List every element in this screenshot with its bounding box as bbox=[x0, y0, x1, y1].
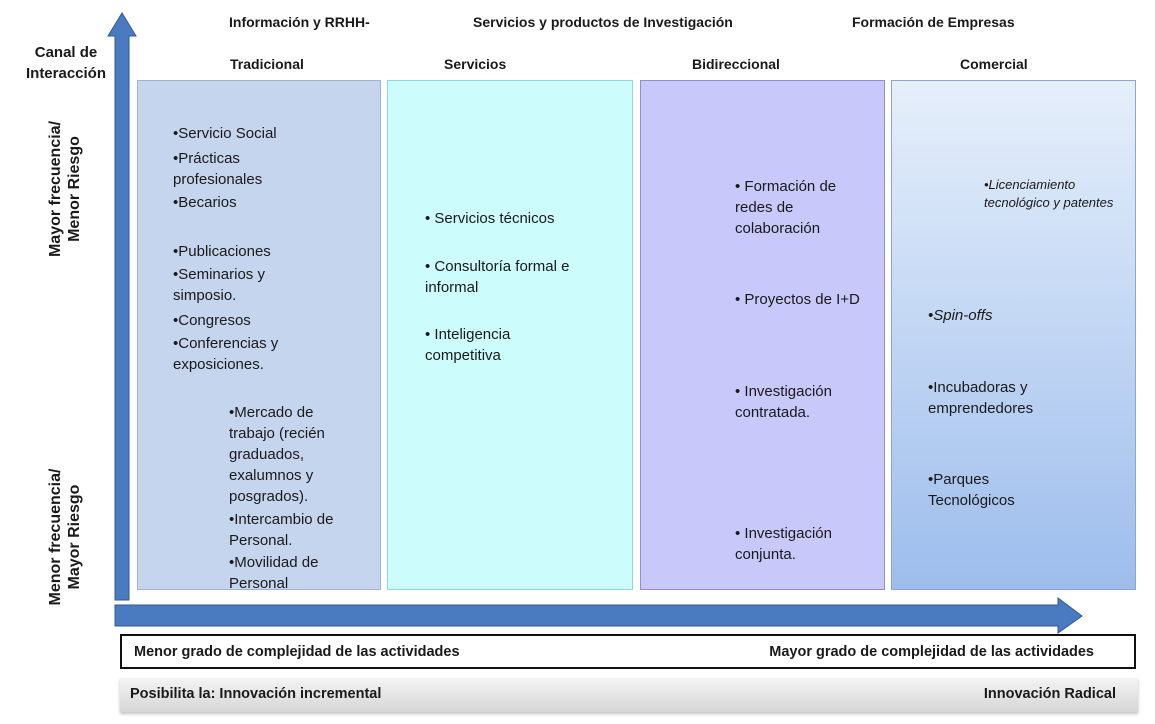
list-item: • Servicios técnicos bbox=[425, 210, 555, 227]
list-item: •Servicio Social bbox=[173, 125, 277, 142]
column-title-bidireccional: Bidireccional bbox=[692, 56, 780, 72]
header-servicios-productos: Servicios y productos de Investigación bbox=[473, 14, 733, 30]
header-formacion-empresas: Formación de Empresas bbox=[852, 14, 1015, 30]
list-item: •Seminarios y simposio. bbox=[173, 266, 265, 304]
list-item: •Intercambio de Personal. bbox=[229, 511, 334, 549]
column-comercial bbox=[891, 80, 1136, 590]
list-item: •Prácticas profesionales bbox=[173, 150, 263, 188]
y-axis-arrow bbox=[108, 13, 136, 600]
list-item: •Mercado de trabajo (recién graduados, exalumnos y posgrados). bbox=[229, 404, 325, 505]
complexity-right-text: Mayor grado de complejidad de las actividades bbox=[769, 644, 1094, 660]
innovation-left-text: Posibilita la: Innovación incremental bbox=[130, 686, 382, 702]
column-title-comercial: Comercial bbox=[960, 56, 1028, 72]
side-label-top: Mayor frecuencia/ Menor Riesgo bbox=[47, 120, 83, 258]
list-item: •Congresos bbox=[173, 312, 251, 329]
column-bidireccional bbox=[640, 80, 885, 590]
column-title-servicios: Servicios bbox=[444, 56, 507, 72]
list-item: • Investigación contratada. bbox=[735, 383, 832, 421]
side-label-bottom: Menor frecuencia/ Mayor Riesgo bbox=[47, 468, 83, 606]
list-item: •Spin-offs bbox=[928, 307, 993, 324]
list-item: • Inteligencia competitiva bbox=[425, 326, 511, 364]
list-item: •Parques Tecnológicos bbox=[928, 471, 1015, 509]
x-axis-arrow bbox=[115, 598, 1082, 633]
innovation-right-text: Innovación Radical bbox=[983, 686, 1116, 702]
list-item: •Incubadoras y emprendedores bbox=[928, 379, 1034, 417]
column-title-tradicional: Tradicional bbox=[230, 56, 304, 72]
list-item: •Becarios bbox=[173, 194, 237, 211]
list-item: • Proyectos de I+D bbox=[735, 291, 860, 308]
innovation-bar bbox=[120, 678, 1138, 712]
list-item: •Publicaciones bbox=[173, 243, 271, 260]
list-item: •Movilidad de Personal bbox=[229, 554, 319, 592]
y-axis-label: Canal de Interacción bbox=[25, 44, 107, 82]
complexity-bar bbox=[120, 634, 1136, 669]
list-item: •Licenciamiento tecnológico y patentes bbox=[984, 177, 1114, 210]
complexity-left-text: Menor grado de complejidad de las actividades bbox=[134, 644, 460, 660]
list-item: • Consultoría formal e informal bbox=[425, 258, 570, 296]
list-item: • Formación de redes de colaboración bbox=[735, 178, 837, 237]
header-info-rrhh: Información y RRHH- bbox=[229, 14, 370, 30]
list-item: •Conferencias y exposiciones. bbox=[173, 335, 279, 373]
list-item: • Investigación conjunta. bbox=[735, 525, 832, 563]
